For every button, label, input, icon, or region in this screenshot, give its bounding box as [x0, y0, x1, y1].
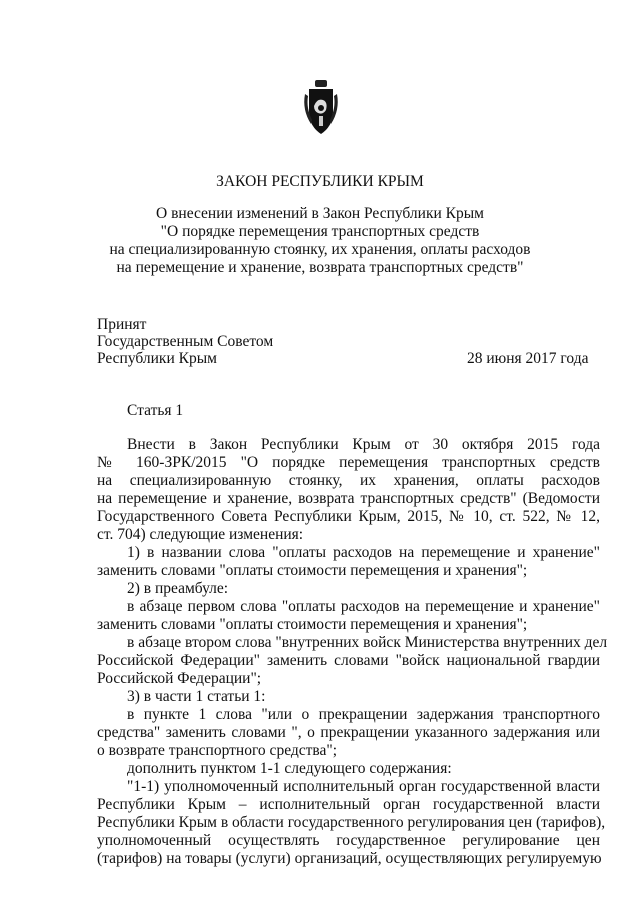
adoption-line: Республики Крым — [97, 350, 217, 367]
article-line: на перемещение и хранение, возврата транспортных средств" (Ведомости — [97, 490, 600, 507]
article-line: средства" заменить словами ", о прекращении указанного задержания или — [97, 724, 600, 741]
article-line: в абзаце первом слова "оплаты расходов на перемещение и хранение" — [127, 598, 600, 615]
article-line: о возврате транспортного средства"; — [97, 742, 338, 759]
article-line: Республики Крым – исполнительный орган государственной власти — [97, 796, 600, 813]
article-line: 1) в названии слова "оплаты расходов на перемещение и хранение" — [127, 544, 600, 561]
article-line: (тарифов) на товары (услуги) организаций, осуществляющих регулируемую — [97, 850, 602, 867]
article-line: Внести в Закон Республики Крым от 30 октября 2015 года — [127, 436, 600, 453]
article-line: "1-1) уполномоченный исполнительный орган государственной власти — [127, 778, 600, 795]
article-line: заменить словами "оплаты стоимости перемещения и хранения"; — [97, 616, 528, 633]
article-line: заменить словами "оплаты стоимости перемещения и хранения"; — [97, 562, 528, 579]
article-line: дополнить пунктом 1-1 следующего содержания: — [127, 760, 452, 777]
article-line: на специализированную стоянку, их хранения, оплаты расходов — [97, 472, 600, 489]
article-line: № 160-ЗРК/2015 "О порядке перемещения транспортных средств — [97, 454, 600, 471]
article-line: 3) в части 1 статьи 1: — [127, 688, 266, 705]
adoption-date: 28 июня 2017 года — [467, 350, 589, 367]
law-subtitle-line: "О порядке перемещения транспортных средств — [160, 223, 480, 240]
law-subtitle-line: О внесении изменений в Закон Республики Крым — [156, 205, 484, 222]
article-heading: Статья 1 — [127, 402, 184, 419]
article-line: уполномоченный осуществлять государственное регулирование цен — [97, 832, 600, 849]
article-line: Государственного Совета Республики Крым, 2015, № 10, ст. 522, № 12, — [97, 508, 600, 525]
law-subtitle-line: на специализированную стоянку, их хранения, оплаты расходов — [109, 241, 531, 258]
article-line: Российской Федерации"; — [97, 670, 262, 687]
law-title: ЗАКОН РЕСПУБЛИКИ КРЫМ — [216, 173, 424, 190]
adoption-line: Государственным Советом — [97, 333, 274, 350]
article-line: Республики Крым в области государственного регулирования цен (тарифов), — [97, 814, 606, 831]
adoption-line: Принят — [97, 316, 147, 333]
article-line: 2) в преамбуле: — [127, 580, 229, 597]
article-line: в пункте 1 слова "или о прекращении задержания транспортного — [127, 706, 600, 723]
crimea-coat-of-arms-icon — [301, 80, 341, 136]
law-subtitle-line: на перемещение и хранение, возврата транспортных средств" — [116, 259, 524, 276]
article-line: ст. 704) следующие изменения: — [97, 526, 304, 543]
article-line: в абзаце втором слова "внутренних войск Министерства внутренних дел — [127, 634, 608, 651]
article-line: Российской Федерации" заменить словами "войск национальной гвардии — [97, 652, 600, 669]
